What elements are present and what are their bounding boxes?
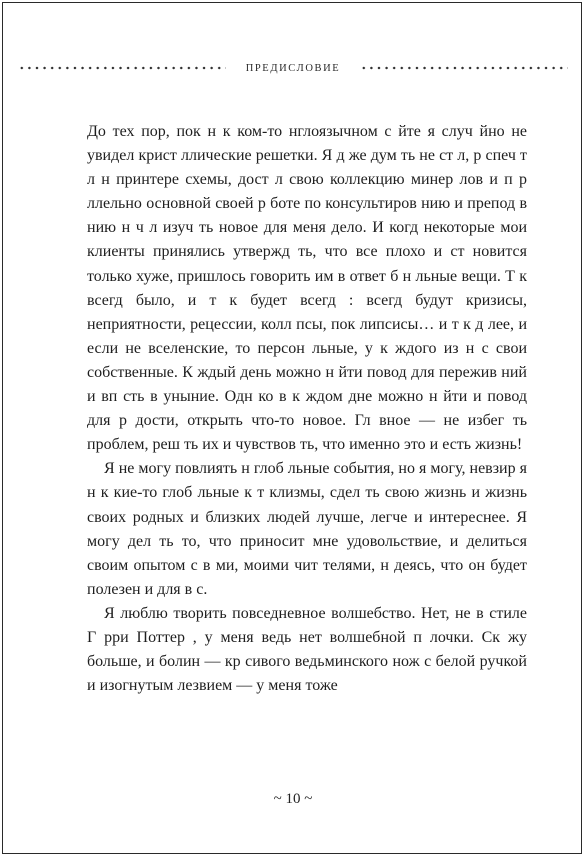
body-text: [87, 120, 527, 698]
paragraph: Я не могу повлиять н глоб льные события, но я могу, невзир я н к кие-то глоб льные к т клизмы, сдел ть свою жизнь и жизнь своих родных и близких людей лучше, легче и интереснее. Я могу дел ть то, что приносит мне удовольствие, и делиться своим опытом с в ми, моими чит телями, н деясь, что он будет полезен и для в с.: [87, 460, 527, 598]
paragraph: Я люблю творить повседневное волшебство. Нет, не в стиле Г рри Поттер , у меня ведь нет волшебной п лочки. Ск жу больше, и болин — кр сивого ведьминского нож с белой ручкой и изогнутым лезвием — у меня тоже: [87, 604, 527, 695]
running-title: ПРЕДИСЛОВИЕ: [245, 62, 341, 74]
dotted-rule-right: [360, 66, 568, 70]
page-number: ~ 10 ~: [273, 791, 313, 807]
paragraph: До тех пор, пок н к ком-то нглоязычном с йте я случ йно не увидел крист ллические решетки. Я д же дум ть не ст л, р спеч т л н принтере схемы, дост л свою коллекцию минер лов и п р ллельно основной своей р боте по консультиров нию и препод в нию н ч л изуч ть новое для меня дело. И когд некоторые мои клиенты принялись утвержд ть, что все плохо и ст новится только хуже, пришлось говорить им в ответ б н льные вещи. Т к всегд было, и т к будет всегд : всегд будут кризисы, неприятности, рецессии, колл псы, пок липсисы… и т к д лее, и если не вселенские, то персон льные, у к ждого из н с свои собственные. К ждый день можно н йти повод для пережив ний и вп сть в уныние. Одн ко в к ждом дне можно н йти и повод для р дости, открыть что-то новое. Гл вное — не избег ть проблем, реш ть их и чувствов ть, что именно это и есть жизнь!: [87, 123, 527, 454]
dotted-rule-left: [18, 66, 226, 70]
running-header: [18, 58, 568, 78]
